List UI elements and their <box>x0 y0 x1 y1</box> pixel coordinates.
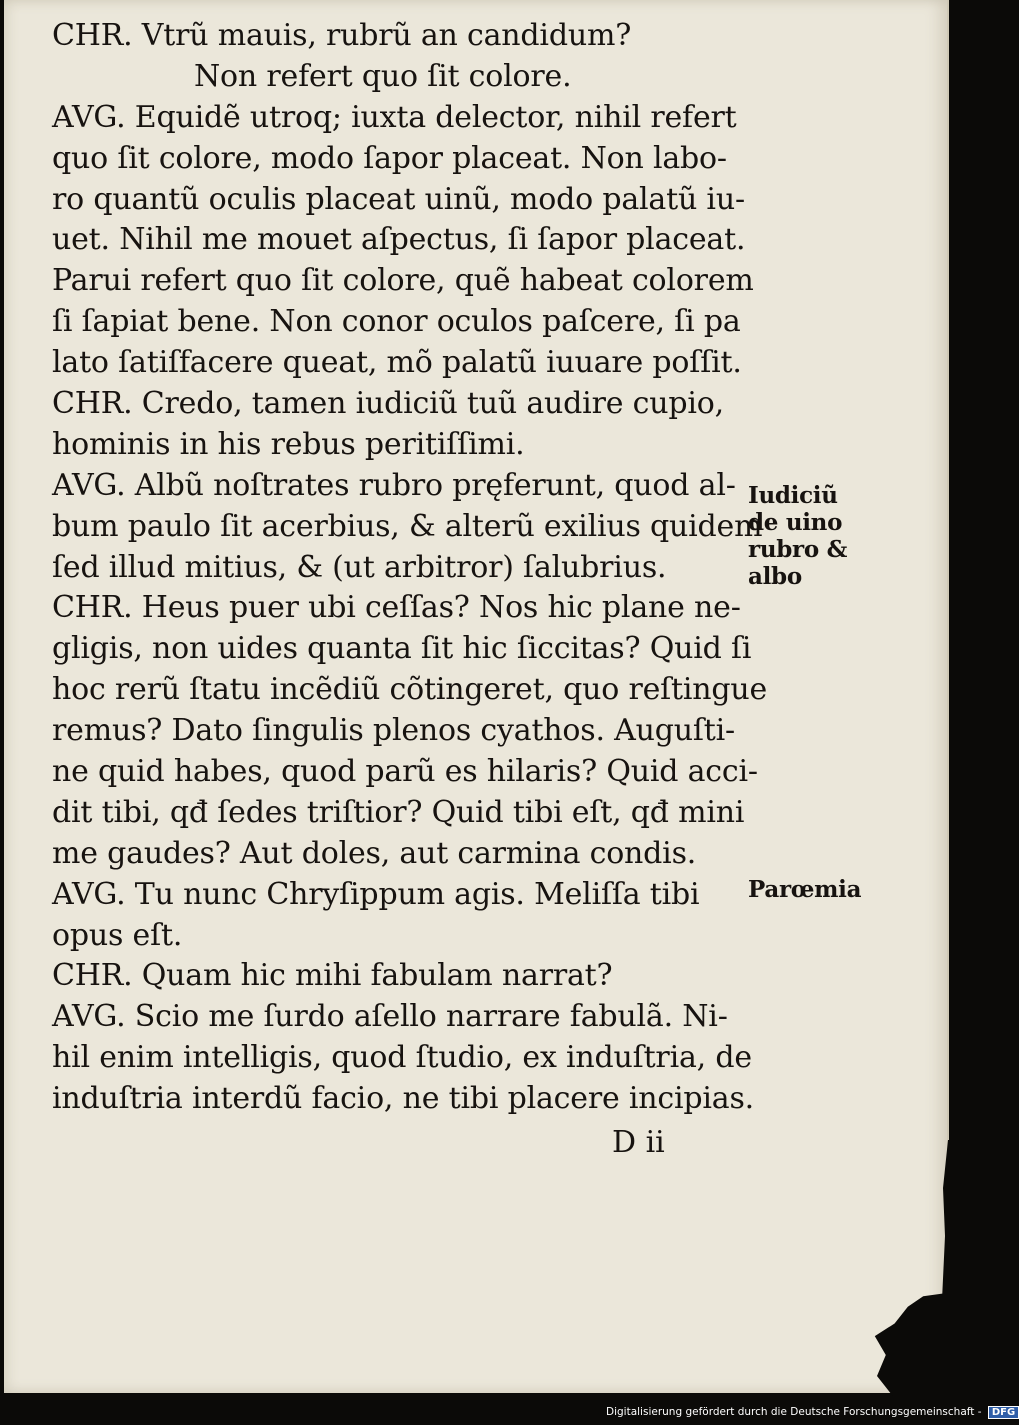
text-line: hil enim intelligis, quod ſtudio, ex induſtria, de <box>52 1040 752 1076</box>
margin-note-line: rubro & <box>748 536 848 563</box>
main-text <box>52 16 768 1120</box>
margin-note-line: de uino <box>748 509 843 536</box>
text-line: AVG. Tu nunc Chryſippum agis. Meliſſa tibi <box>52 876 700 912</box>
text-line: hoc rerũ ſtatu incẽdiũ cõtingeret, quo reſtingue <box>52 672 768 708</box>
torn-edge <box>934 1140 954 1300</box>
text-line: gligis, non uides quanta ſit hic ſiccitas? Quid ſi <box>52 631 752 667</box>
dfg-logo-icon: DFG <box>988 1406 1019 1419</box>
text-line: dit tibi, qđ ſedes triſtior? Quid tibi eſt, qđ mini <box>52 794 745 830</box>
text-line: me gaudes? Aut doles, aut carmina condis. <box>52 835 697 871</box>
text-line: remus? Dato ſingulis plenos cyathos. Auguſti- <box>52 713 735 749</box>
text-line: uet. Nihil me mouet aſpectus, ſi ſapor placeat. <box>52 222 746 258</box>
text-line: AVG. Equidẽ utroq; iuxta delector, nihil refert <box>52 99 737 135</box>
text-line: quo ſit colore, modo ſapor placeat. Non labo- <box>52 140 727 176</box>
catchword: D ii <box>612 1125 665 1160</box>
text-line: ſed illud mitius, & (ut arbitror) ſalubrius. <box>52 549 667 585</box>
text-line: ne quid habes, quod parũ es hilaris? Quid acci- <box>52 754 758 790</box>
margin-note-line: Iudiciũ <box>748 482 838 509</box>
text-line: AVG. Albũ noſtrates rubro pręferunt, quod al- <box>52 467 736 503</box>
margin-note-judgement <box>748 482 918 590</box>
text-line: bum paulo ſit acerbius, & alterũ exilius quidem <box>52 508 763 544</box>
text-line: hominis in his rebus peritiſſimi. <box>52 426 525 462</box>
text-line: Parui refert quo ſit colore, quẽ habeat colorem <box>52 263 754 299</box>
text-line: CHR. Heus puer ubi ceſſas? Nos hic plane ne- <box>52 590 741 626</box>
text-line: ro quantũ oculis placeat uinũ, modo palatũ iu- <box>52 181 745 217</box>
text-line: lato ſatiſfacere queat, mõ palatũ iuuare poſſit. <box>52 345 742 381</box>
text-line: CHR. Quam hic mihi fabulam narrat? <box>52 958 613 994</box>
torn-corner <box>844 1292 954 1397</box>
text-line: AVG. Scio me ſurdo aſello narrare fabulã. Ni- <box>52 999 728 1035</box>
credit-text: Digitalisierung gefördert durch die Deutsche Forschungsgemeinschaft - <box>606 1406 982 1418</box>
margin-note-line: albo <box>748 563 802 590</box>
text-line: CHR. Credo, tamen iudiciũ tuũ audire cupio, <box>52 386 724 422</box>
text-line: opus eſt. <box>52 917 183 953</box>
book-page <box>4 0 949 1393</box>
text-line: Non refert quo ſit colore. <box>194 58 572 94</box>
text-line: induſtria interdũ facio, ne tibi placere incipias. <box>52 1081 755 1117</box>
margin-note-line: Parœmia <box>748 876 862 903</box>
digitization-credit <box>606 1406 1019 1419</box>
text-line: ſi ſapiat bene. Non conor oculos paſcere, ſi pa <box>52 304 741 340</box>
text-line: CHR. Vtrũ mauis, rubrũ an candidum? <box>52 18 632 53</box>
margin-note-paroemia <box>748 876 918 903</box>
